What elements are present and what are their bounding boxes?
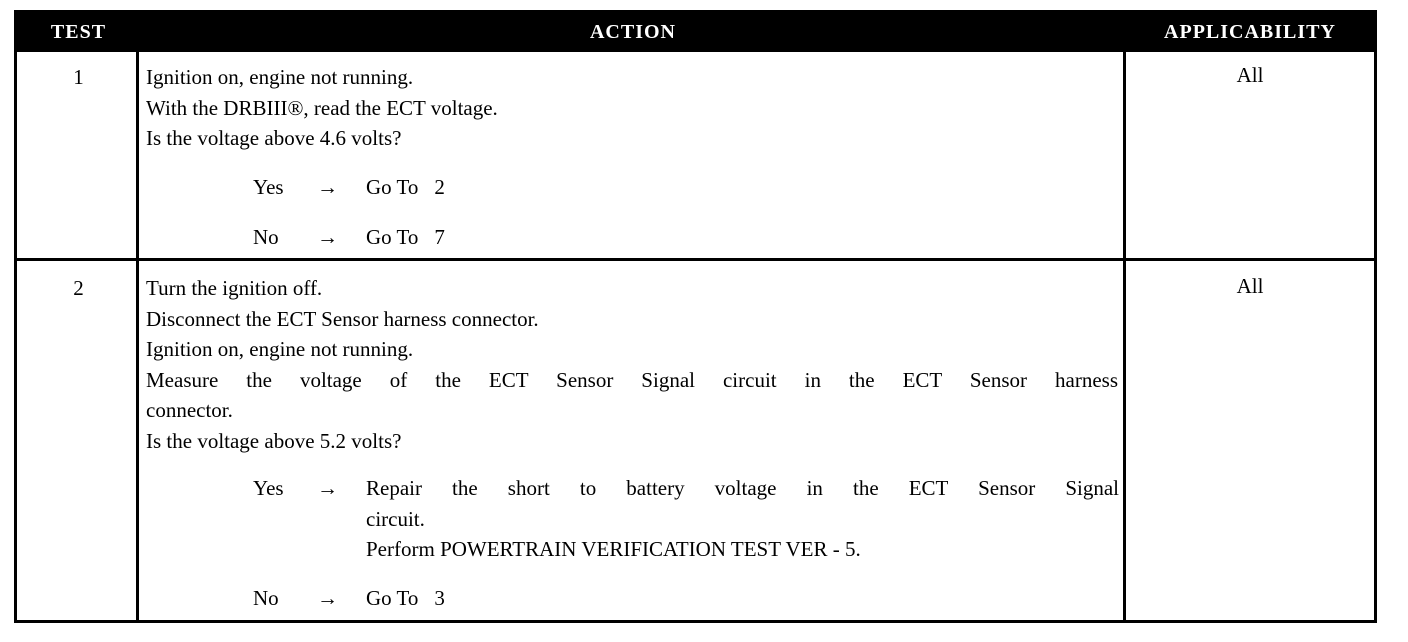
applicability-value: All bbox=[1236, 63, 1264, 87]
test-number: 1 bbox=[73, 65, 84, 89]
choice-yes bbox=[253, 473, 1119, 565]
action-text bbox=[146, 273, 1118, 456]
choice-answer: No bbox=[253, 586, 279, 610]
choice-answer: Yes bbox=[253, 175, 284, 199]
go-to-target: 3 bbox=[434, 586, 445, 610]
arrow-icon: → bbox=[317, 175, 338, 199]
test-number: 2 bbox=[73, 276, 84, 300]
choice-no bbox=[253, 583, 1113, 614]
arrow-icon: → bbox=[317, 586, 338, 610]
choice-result: Go To bbox=[366, 586, 419, 610]
action-text bbox=[146, 62, 1116, 154]
action-line: Ignition on, engine not running. bbox=[146, 337, 414, 361]
choice-result: Go To bbox=[366, 175, 419, 199]
table-header-row bbox=[17, 13, 1374, 52]
choice-answer: Yes bbox=[253, 476, 284, 500]
action-line: Disconnect the ECT Sensor harness connector. bbox=[146, 306, 539, 331]
action-line: Is the voltage above 4.6 volts? bbox=[146, 126, 402, 150]
applicability-value: All bbox=[1236, 274, 1264, 298]
action-line: connector. bbox=[146, 398, 233, 422]
diagnostic-test-table bbox=[14, 10, 1377, 623]
go-to-target: 7 bbox=[434, 225, 445, 249]
choice-result: Go To bbox=[366, 225, 419, 249]
arrow-icon: → bbox=[317, 225, 338, 249]
choice-result-line: circuit. bbox=[366, 506, 425, 531]
action-line: Is the voltage above 5.2 volts? bbox=[146, 428, 402, 453]
header-action: ACTION bbox=[589, 21, 676, 43]
row-divider bbox=[17, 258, 1374, 261]
action-line: Ignition on, engine not running. bbox=[146, 65, 414, 89]
action-line: With the DRBIII®, read the ECT voltage. bbox=[146, 95, 498, 120]
column-divider-test-action bbox=[136, 52, 139, 623]
choice-no bbox=[253, 222, 1113, 253]
header-test: TEST bbox=[50, 21, 107, 43]
choice-result-line: Perform POWERTRAIN VERIFICATION TEST VER - 5. bbox=[366, 537, 861, 561]
choice-answer: No bbox=[253, 225, 279, 249]
action-line: Turn the ignition off. bbox=[146, 276, 323, 300]
header-applicability: APPLICABILITY bbox=[1164, 21, 1336, 43]
arrow-icon: → bbox=[317, 476, 338, 500]
choice-result-line: Repair the short to battery voltage in the ECT Sensor Signal bbox=[366, 476, 1119, 500]
action-line: Measure the voltage of the ECT Sensor Signal circuit in the ECT Sensor harness bbox=[146, 367, 1118, 392]
column-divider-action-applicability bbox=[1123, 52, 1126, 623]
choice-yes bbox=[253, 172, 1113, 203]
go-to-target: 2 bbox=[434, 175, 445, 199]
